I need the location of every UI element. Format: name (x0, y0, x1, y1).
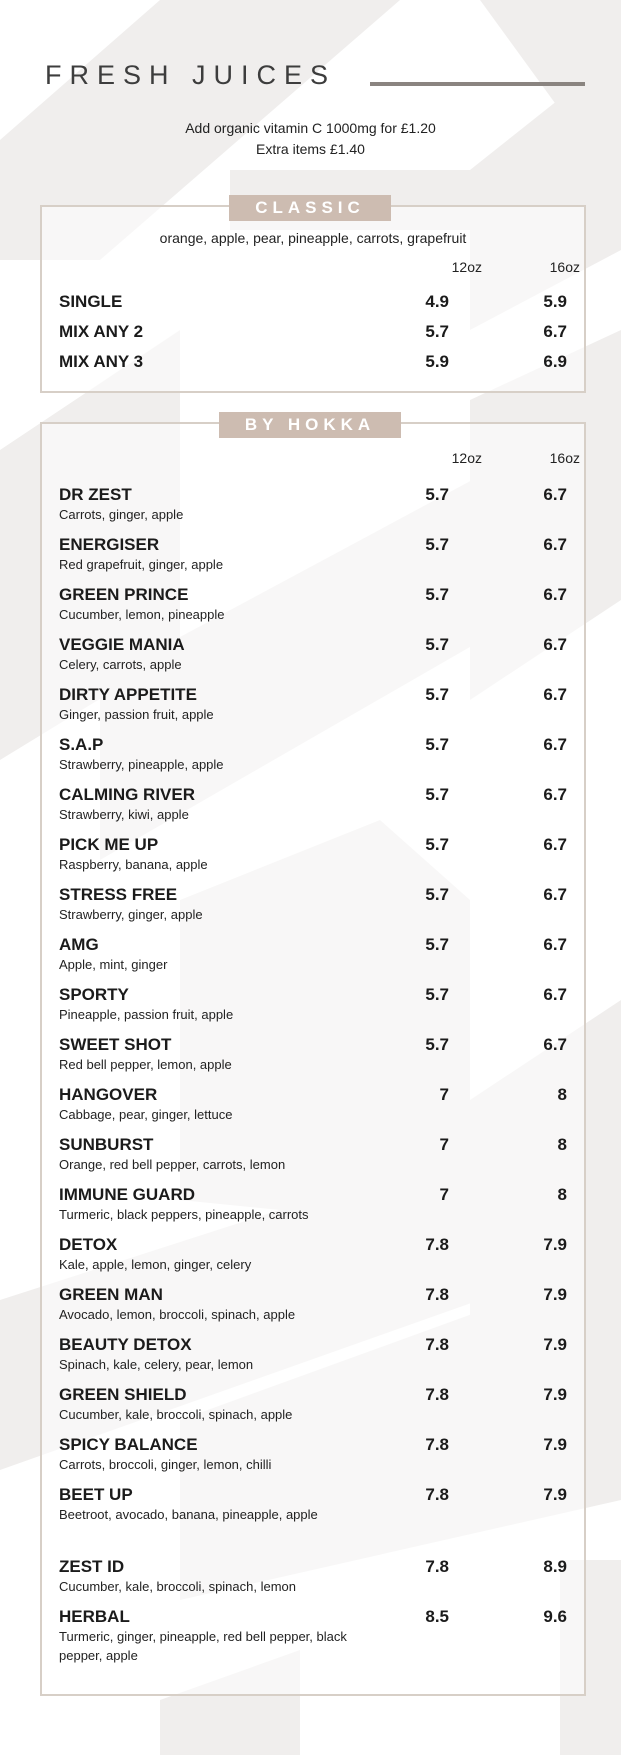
juice-item (59, 684, 567, 734)
juice-item-ingredients: Carrots, broccoli, ginger, lemon, chilli (59, 1457, 272, 1472)
juice-item-price-12oz: 5.7 (425, 635, 449, 654)
juice-item-ingredients: Pineapple, passion fruit, apple (59, 1007, 234, 1022)
classic-badge: CLASSIC (229, 195, 391, 221)
juice-item-price-16oz: 6.7 (543, 935, 567, 954)
juice-item (59, 1434, 567, 1484)
juice-item (59, 534, 567, 584)
classic-description: orange, apple, pear, pineapple, carrots, grapefruit (159, 230, 467, 246)
classic-row-price-16oz: 5.9 (543, 292, 567, 311)
hokka-item-list (59, 484, 567, 1678)
juice-item-price-16oz: 6.7 (543, 735, 567, 754)
juice-item-price-12oz: 5.7 (425, 885, 449, 904)
juice-item (59, 884, 567, 934)
juice-item-name: HERBAL (59, 1607, 130, 1626)
juice-item-price-12oz: 7 (439, 1185, 449, 1204)
juice-item-ingredients: Kale, apple, lemon, ginger, celery (59, 1257, 252, 1272)
juice-item-ingredients: Strawberry, kiwi, apple (59, 807, 189, 822)
juice-item-name: IMMUNE GUARD (59, 1185, 195, 1204)
juice-item-name: VEGGIE MANIA (59, 635, 185, 654)
juice-item-name: CALMING RIVER (59, 785, 195, 804)
by-hokka-section (40, 415, 586, 1696)
title-underline (370, 82, 585, 86)
classic-row-price-12oz: 4.9 (425, 292, 449, 311)
juice-item-price-12oz: 5.7 (425, 585, 449, 604)
juice-item-price-12oz: 5.7 (425, 935, 449, 954)
juice-item-price-12oz: 5.7 (425, 485, 449, 504)
juice-item-ingredients: Ginger, passion fruit, apple (59, 707, 214, 722)
by-hokka-badge: BY HOKKA (219, 412, 401, 438)
juice-item-price-16oz: 8.9 (543, 1557, 567, 1576)
juice-item (59, 934, 567, 984)
juice-item-price-12oz: 8.5 (425, 1607, 449, 1626)
juice-item-ingredients: Strawberry, ginger, apple (59, 907, 203, 922)
juice-item-name: SPORTY (59, 985, 129, 1004)
juice-item-name: SUNBURST (59, 1135, 154, 1154)
classic-col-12oz: 12oz (451, 259, 482, 275)
juice-item (59, 634, 567, 684)
juice-item-price-16oz: 7.9 (543, 1385, 567, 1404)
header (45, 60, 585, 100)
juice-item-ingredients: Avocado, lemon, broccoli, spinach, apple (59, 1307, 296, 1322)
juice-item-name: SWEET SHOT (59, 1035, 172, 1054)
page-title: FRESH JUICES (45, 60, 337, 90)
juice-item-price-12oz: 5.7 (425, 1035, 449, 1054)
juice-item (59, 1084, 567, 1134)
juice-item-price-16oz: 6.7 (543, 635, 567, 654)
juice-item (59, 1134, 567, 1184)
juice-item-price-12oz: 5.7 (425, 835, 449, 854)
juice-item-name: SPICY BALANCE (59, 1435, 198, 1454)
juice-item-name: GREEN SHIELD (59, 1385, 187, 1404)
classic-row-name: MIX ANY 3 (59, 352, 144, 371)
note-vitamin-c: Add organic vitamin C 1000mg for £1.20 (185, 120, 436, 136)
juice-item-ingredients: Carrots, ginger, apple (59, 507, 184, 522)
juice-item-price-12oz: 5.7 (425, 535, 449, 554)
juice-item-name: DETOX (59, 1235, 118, 1254)
juice-item-name: STRESS FREE (59, 885, 178, 904)
juice-item-price-12oz: 7.8 (425, 1485, 449, 1504)
juice-item-price-12oz: 7.8 (425, 1557, 449, 1576)
juice-item-price-16oz: 6.7 (543, 835, 567, 854)
juice-item (59, 1384, 567, 1434)
juice-item-price-12oz: 5.7 (425, 685, 449, 704)
juice-item-price-16oz: 6.7 (543, 485, 567, 504)
classic-row (59, 317, 567, 347)
juice-item-price-16oz: 6.7 (543, 985, 567, 1004)
classic-row (59, 347, 567, 377)
juice-item-name: DR ZEST (59, 485, 132, 504)
juice-item-name: BEAUTY DETOX (59, 1335, 192, 1354)
juice-item (59, 784, 567, 834)
juice-item-name: HANGOVER (59, 1085, 158, 1104)
classic-row (59, 287, 567, 317)
juice-item-price-12oz: 5.7 (425, 735, 449, 754)
juice-item-ingredients: Orange, red bell pepper, carrots, lemon (59, 1157, 286, 1172)
juice-item-ingredients: Beetroot, avocado, banana, pineapple, apple (59, 1507, 318, 1522)
juice-item-ingredients: Cucumber, kale, broccoli, spinach, lemon (59, 1579, 297, 1594)
juice-item (59, 1556, 567, 1606)
juice-item (59, 984, 567, 1034)
classic-section (40, 198, 586, 393)
juice-item-ingredients: Apple, mint, ginger (59, 957, 168, 972)
juice-item-price-16oz: 6.7 (543, 535, 567, 554)
juice-item (59, 1606, 567, 1678)
classic-row-price-12oz: 5.9 (425, 352, 449, 371)
juice-item (59, 1334, 567, 1384)
juice-item (59, 484, 567, 534)
juice-item-ingredients: Red grapefruit, ginger, apple (59, 557, 224, 572)
juice-item (59, 734, 567, 784)
juice-item-price-16oz: 7.9 (543, 1235, 567, 1254)
juice-item-price-16oz: 6.7 (543, 685, 567, 704)
juice-item-ingredients: Cucumber, lemon, pineapple (59, 607, 225, 622)
classic-row-price-16oz: 6.9 (543, 352, 567, 371)
juice-item-price-12oz: 7.8 (425, 1435, 449, 1454)
juice-item-price-16oz: 8 (557, 1135, 567, 1154)
juice-item-price-16oz: 6.7 (543, 785, 567, 804)
juice-item-ingredients: Raspberry, banana, apple (59, 857, 208, 872)
juice-item-price-12oz: 7 (439, 1085, 449, 1104)
juice-item-ingredients: Cucumber, kale, broccoli, spinach, apple (59, 1407, 293, 1422)
classic-row-price-16oz: 6.7 (543, 322, 567, 341)
juice-item-ingredients: Strawberry, pineapple, apple (59, 757, 224, 772)
juice-item-name: ENERGISER (59, 535, 160, 554)
classic-col-16oz: 16oz (549, 259, 580, 275)
juice-item-price-12oz: 7.8 (425, 1285, 449, 1304)
hokka-col-16oz: 16oz (549, 450, 580, 466)
note-extra-items: Extra items £1.40 (256, 141, 365, 157)
juice-item-ingredients: Turmeric, ginger, pineapple, red bell pepper, black pepper, apple (59, 1629, 347, 1663)
juice-item-name: S.A.P (59, 735, 104, 754)
juice-item-price-16oz: 7.9 (543, 1335, 567, 1354)
juice-item-price-12oz: 7.8 (425, 1335, 449, 1354)
juice-item-name: ZEST ID (59, 1557, 125, 1576)
juice-item-price-12oz: 7 (439, 1135, 449, 1154)
juice-item-price-16oz: 7.9 (543, 1485, 567, 1504)
juice-item-name: GREEN MAN (59, 1285, 163, 1304)
classic-row-price-12oz: 5.7 (425, 322, 449, 341)
juice-item-price-16oz: 6.7 (543, 1035, 567, 1054)
juice-item-name: AMG (59, 935, 99, 954)
juice-item-name: PICK ME UP (59, 835, 159, 854)
menu-notes (0, 118, 621, 160)
juice-item (59, 1034, 567, 1084)
classic-price-list (59, 287, 567, 377)
juice-item-price-16oz: 6.7 (543, 885, 567, 904)
juice-item-name: DIRTY APPETITE (59, 685, 197, 704)
juice-item (59, 834, 567, 884)
juice-item-ingredients: Turmeric, black peppers, pineapple, carrots (59, 1207, 309, 1222)
hokka-col-12oz: 12oz (451, 450, 482, 466)
juice-item-ingredients: Celery, carrots, apple (59, 657, 182, 672)
juice-item-price-16oz: 8 (557, 1185, 567, 1204)
juice-item-name: GREEN PRINCE (59, 585, 189, 604)
juice-item (59, 1284, 567, 1334)
juice-item-price-12oz: 5.7 (425, 785, 449, 804)
juice-item (59, 584, 567, 634)
juice-item (59, 1234, 567, 1284)
classic-row-name: MIX ANY 2 (59, 322, 144, 341)
juice-item-price-16oz: 9.6 (543, 1607, 567, 1626)
juice-item-price-12oz: 7.8 (425, 1385, 449, 1404)
juice-item-price-16oz: 7.9 (543, 1285, 567, 1304)
juice-item-price-12oz: 5.7 (425, 985, 449, 1004)
juice-item-ingredients: Red bell pepper, lemon, apple (59, 1057, 232, 1072)
juice-item-price-16oz: 7.9 (543, 1435, 567, 1454)
juice-item-ingredients: Spinach, kale, celery, pear, lemon (59, 1357, 254, 1372)
juice-item (59, 1184, 567, 1234)
classic-row-name: SINGLE (59, 292, 123, 311)
juice-item-ingredients: Cabbage, pear, ginger, lettuce (59, 1107, 233, 1122)
juice-item-price-16oz: 8 (557, 1085, 567, 1104)
juice-item-name: BEET UP (59, 1485, 133, 1504)
juice-item (59, 1484, 567, 1556)
juice-item-price-12oz: 7.8 (425, 1235, 449, 1254)
juice-item-price-16oz: 6.7 (543, 585, 567, 604)
